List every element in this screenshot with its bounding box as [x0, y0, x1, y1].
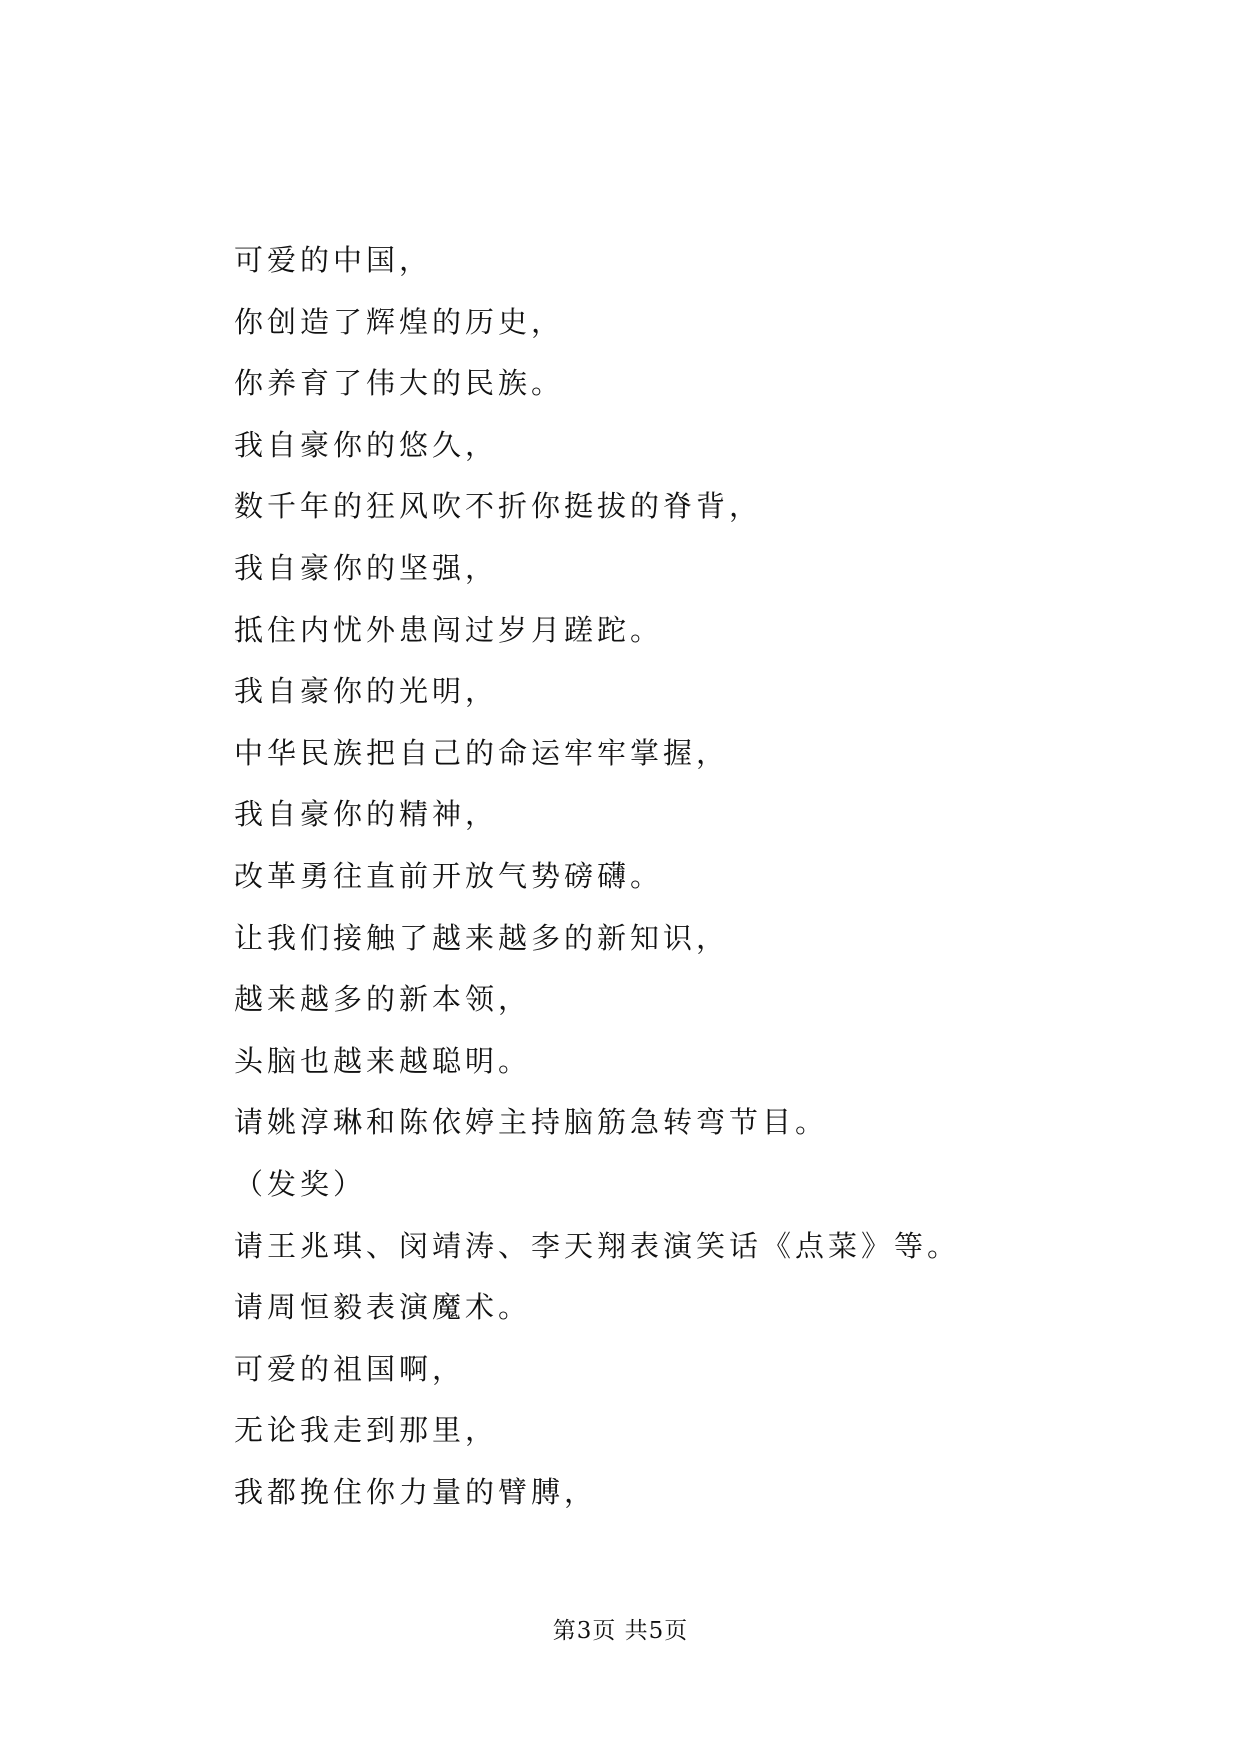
text-line: （发奖）: [234, 1166, 367, 1201]
text-line: 你养育了伟大的民族。: [234, 366, 565, 401]
text-line: 我自豪你的坚强，: [234, 550, 499, 585]
text-line: 抵住内忧外患闯过岁月蹉跎。: [234, 612, 664, 647]
text-line: 你创造了辉煌的历史，: [234, 304, 565, 339]
page-body: [234, 230, 1134, 1523]
text-line: 让我们接触了越来越多的新知识，: [234, 920, 730, 955]
text-line: 请周恒毅表演魔术。: [234, 1290, 532, 1325]
text-line: 可爱的祖国啊，: [234, 1351, 466, 1386]
text-line: 数千年的狂风吹不折你挺拔的脊背，: [234, 489, 763, 524]
text-line: 我自豪你的光明，: [234, 674, 499, 709]
text-line: 越来越多的新本领，: [234, 982, 532, 1017]
text-line: 我自豪你的精神，: [234, 797, 499, 832]
text-line: 请王兆琪、闵靖涛、李天翔表演笑话《点菜》等。: [234, 1228, 961, 1263]
text-line: 我都挽住你力量的臂膊，: [234, 1474, 598, 1509]
text-line: 我自豪你的悠久，: [234, 427, 499, 462]
text-line: 请姚淳琳和陈依婷主持脑筋急转弯节目。: [234, 1105, 829, 1140]
text-line: 中华民族把自己的命运牢牢掌握，: [234, 735, 730, 770]
text-line: 可爱的中国，: [234, 243, 433, 277]
page-number-footer: 第3页 共5页: [552, 1618, 689, 1644]
text-line: 无论我走到那里，: [234, 1413, 499, 1448]
text-line: 头脑也越来越聪明。: [234, 1043, 532, 1078]
text-line: 改革勇往直前开放气势磅礴。: [234, 858, 664, 893]
